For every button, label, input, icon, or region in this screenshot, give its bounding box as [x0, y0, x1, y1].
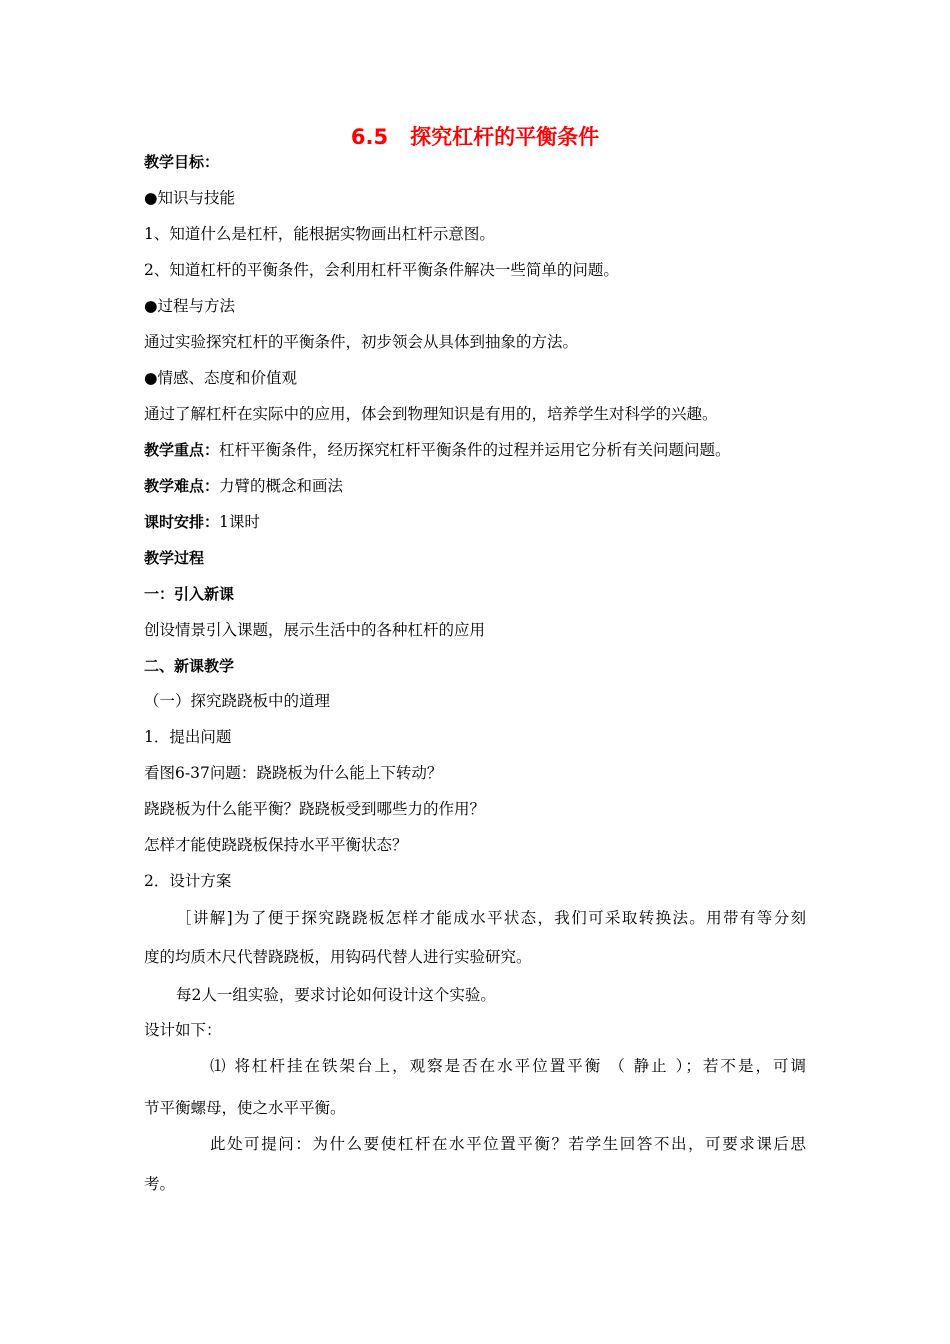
question-2: 跷跷板为什么能平衡？跷跷板受到哪些力的作用？ [144, 800, 486, 818]
step-2: 2．设计方案 [144, 872, 232, 890]
question-prompt-line-2: 考。 [144, 1175, 176, 1193]
difficulty-label: 教学难点： [144, 477, 220, 495]
key-label: 教学重点： [144, 441, 220, 459]
emotion-heading: ●情感、态度和价值观 [144, 369, 298, 387]
section-1-text: 创设情景引入课题，展示生活中的各种杠杆的应用 [144, 621, 486, 639]
question-3: 怎样才能使跷跷板保持水平平衡状态？ [144, 836, 408, 854]
process-heading: ●过程与方法 [144, 297, 236, 315]
step-1: 1．提出问题 [144, 728, 232, 746]
explain-line-1: ［讲解]为了便于探究跷跷板怎样才能成水平状态，我们可采取转换法。用带有等分刻 [176, 909, 806, 927]
page-title [0, 123, 950, 151]
subsection-1: （一）探究跷跷板中的道理 [144, 692, 331, 710]
teaching-process-title: 教学过程 [144, 549, 205, 567]
group-instruction: 每2人一组实验，要求讨论如何设计这个实验。 [176, 986, 496, 1004]
schedule [144, 511, 808, 533]
question-1: 看图6-37问题：跷跷板为什么能上下转动？ [144, 764, 443, 782]
section-1-heading: 一：引入新课 [144, 585, 235, 603]
objectives-heading: 教学目标： [144, 153, 220, 171]
knowledge-item-2: 2、知道杠杆的平衡条件，会利用杠杆平衡条件解决一些简单的问题。 [144, 261, 619, 279]
design-step-1-line-2: 节平衡螺母，使之水平平衡。 [144, 1099, 346, 1117]
schedule-label: 课时安排： [144, 513, 220, 531]
difficulty-point [144, 475, 808, 497]
section-2-heading: 二、新课教学 [144, 657, 235, 675]
key-point [144, 439, 808, 461]
difficulty-text: 力臂的概念和画法 [219, 477, 344, 495]
process-text: 通过实验探究杠杆的平衡条件，初步领会从具体到抽象的方法。 [144, 333, 579, 351]
emotion-text: 通过了解杠杆在实际中的应用，体会到物理知识是有用的，培养学生对科学的兴趣。 [144, 405, 718, 423]
explain-line-2: 度的均质木尺代替跷跷板，用钩码代替人进行实验研究。 [144, 948, 532, 966]
key-text: 杠杆平衡条件，经历探究杠杆平衡条件的过程并运用它分析有关问题问题。 [219, 441, 731, 459]
knowledge-heading: ●知识与技能 [144, 189, 236, 207]
schedule-text: 1课时 [219, 513, 260, 531]
title-number: 6.5 [350, 125, 389, 149]
question-prompt-line-1: 此处可提问：为什么要使杠杆在水平位置平衡？若学生回答不出，可要求课后思 [210, 1135, 806, 1153]
title-text: 探究杠杆的平衡条件 [410, 125, 600, 149]
knowledge-item-1: 1、知道什么是杠杆，能根据实物画出杠杆示意图。 [144, 225, 495, 243]
design-intro: 设计如下： [144, 1021, 222, 1039]
design-step-1-line-1: ⑴ 将杠杆挂在铁架台上，观察是否在水平位置平衡 （ 静止 ）；若不是，可调 [210, 1057, 806, 1075]
